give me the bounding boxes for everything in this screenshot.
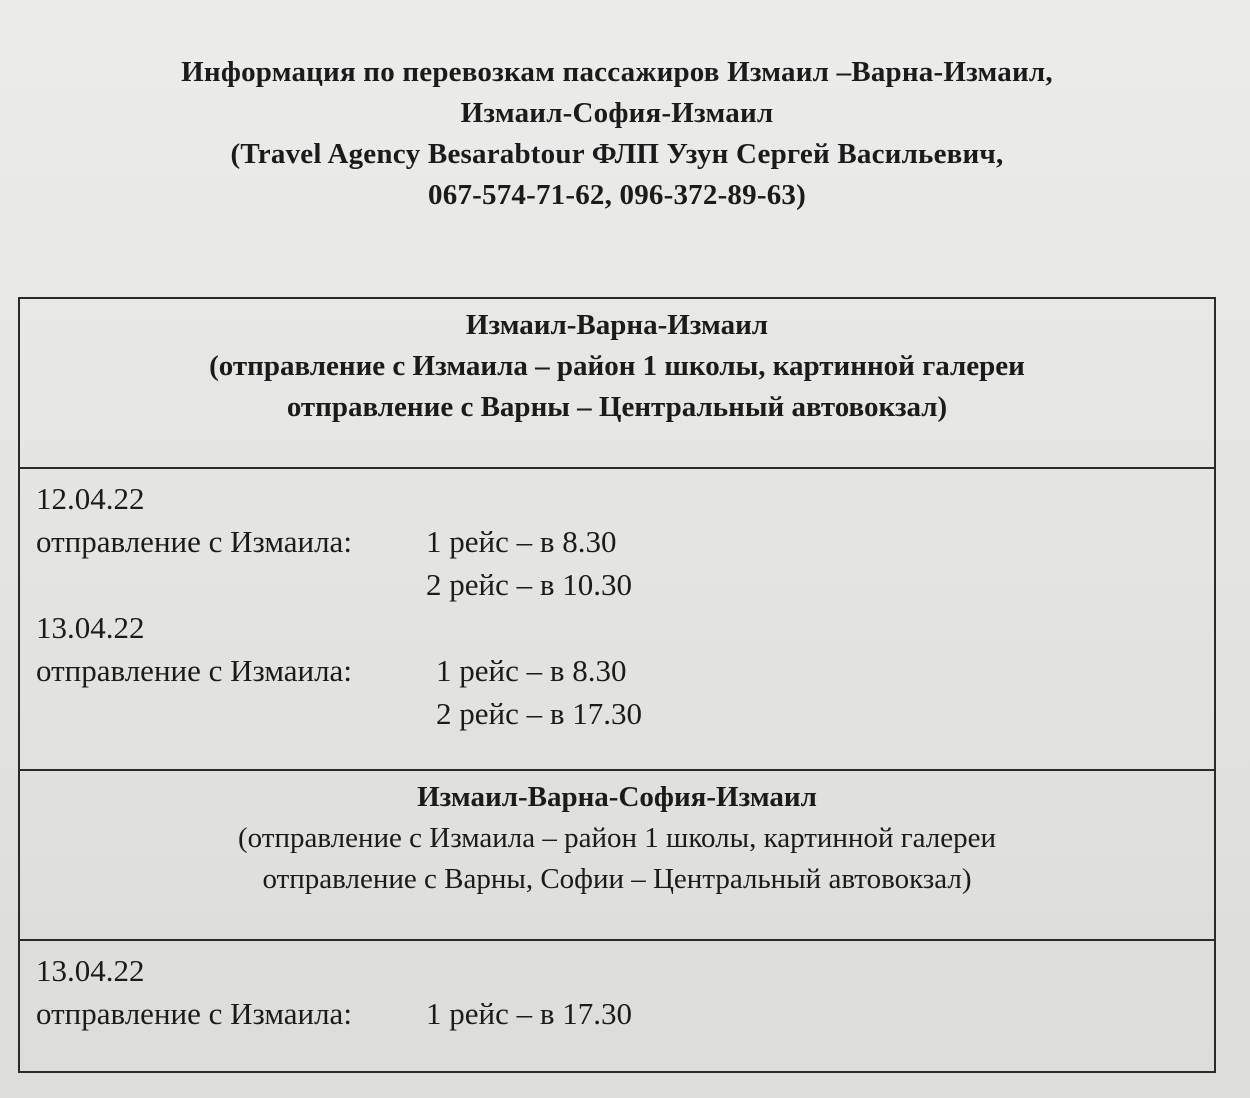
schedule-row [36, 563, 632, 606]
header-line-2: Измаил-София-Измаил [460, 97, 774, 129]
section1-title: Измаил-Варна-Измаил [465, 309, 769, 341]
schedule-table [18, 297, 1216, 1073]
section1-header [20, 299, 1214, 428]
schedule-row [36, 992, 632, 1035]
header-line-3: (Travel Agency Besarabtour ФЛП Узун Сергей Васильевич, [230, 138, 1004, 170]
trip-time: 1 рейс – в 8.30 [426, 524, 617, 559]
section2-header [20, 771, 1214, 900]
section1-departure-izmail: (отправление с Измаила – район 1 школы, картинной галереи [209, 350, 1025, 382]
section1-schedule [36, 477, 642, 735]
document-header [0, 52, 1234, 216]
header-line-4: 067-574-71-62, 096-372-89-63) [428, 179, 806, 211]
trip-time: 1 рейс – в 8.30 [436, 653, 627, 688]
schedule-date: 13.04.22 [36, 953, 145, 988]
section2-schedule-cell [20, 941, 1214, 1071]
schedule-row [36, 649, 627, 692]
section1-schedule-cell [20, 469, 1214, 771]
section1-departure-varna: отправление с Варны – Центральный автовокзал) [286, 391, 948, 423]
section1-header-cell [20, 299, 1214, 469]
trip-time: 1 рейс – в 17.30 [426, 996, 632, 1031]
section2-schedule [36, 949, 632, 1035]
section2-header-cell [20, 771, 1214, 941]
departure-label: отправление с Измаила: [36, 524, 352, 559]
section2-title: Измаил-Варна-София-Измаил [417, 781, 817, 813]
section2-departure-varna-sofia: отправление с Варны, Софии – Центральный автовокзал) [262, 863, 972, 895]
section2-departure-izmail: (отправление с Измаила – район 1 школы, картинной галереи [238, 822, 996, 854]
trip-time: 2 рейс – в 10.30 [426, 567, 632, 602]
departure-label: отправление с Измаила: [36, 653, 352, 688]
departure-label: отправление с Измаила: [36, 996, 352, 1031]
schedule-date: 12.04.22 [36, 481, 145, 516]
header-line-1: Информация по перевозкам пассажиров Измаил –Варна-Измаил, [181, 56, 1053, 88]
trip-time: 2 рейс – в 17.30 [436, 696, 642, 731]
schedule-row [36, 692, 642, 735]
schedule-row [36, 520, 617, 563]
schedule-date: 13.04.22 [36, 610, 145, 645]
